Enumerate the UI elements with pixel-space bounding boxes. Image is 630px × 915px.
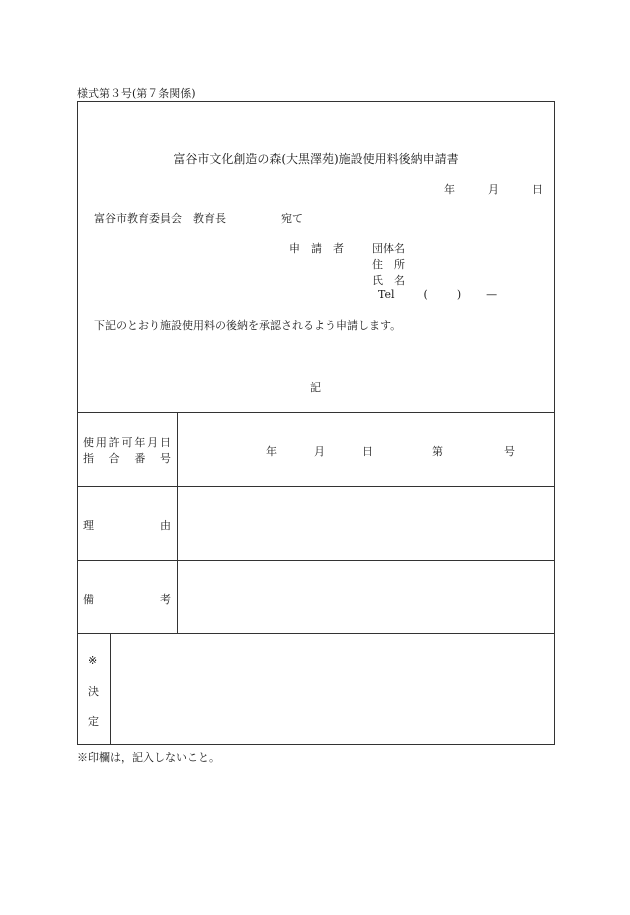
applicant-name: 氏 名 [372, 274, 405, 287]
decision-field [111, 634, 554, 744]
decision-label-b: 定 [88, 715, 99, 728]
addressee-org: 富谷市教育委員会 教育長 [94, 212, 226, 225]
tel-label: Tel [378, 288, 395, 301]
addressee-suffix: 宛て [281, 212, 303, 225]
date-day: 日 [532, 183, 543, 196]
permit-label-line2: 指 合 番 号 [83, 452, 171, 465]
reason-label: 理 由 [83, 519, 171, 532]
table-top-line [77, 412, 555, 413]
date-year: 年 [444, 183, 455, 196]
applicant-heading: 申 請 者 [289, 242, 344, 255]
ki-label: 記 [310, 381, 321, 394]
date-month: 月 [488, 183, 499, 196]
decision-mark: ※ [88, 654, 98, 667]
decision-label-a: 決 [88, 685, 99, 698]
permit-month: 月 [314, 445, 325, 458]
permit-day: 日 [362, 445, 373, 458]
permit-year: 年 [266, 445, 277, 458]
form-title: 富谷市文化創造の森(大黒澤苑)施設使用料後納申請書 [173, 152, 459, 166]
tel-paren-close: ) [456, 288, 462, 301]
body-text: 下記のとおり施設使用料の後納を承認されるよう申請します。 [94, 319, 402, 332]
permit-label-line1: 使 用 許 可 年 月 日 [83, 436, 171, 449]
applicant-address: 住 所 [372, 258, 405, 271]
permit-dai: 第 [432, 445, 443, 458]
footnote: ※印欄は，記入しないこと。 [77, 751, 220, 764]
tel-paren-open: ( [423, 288, 428, 301]
permit-gou: 号 [504, 445, 515, 458]
date-line [444, 181, 543, 197]
form-number: 様式第３号(第７条関係) [77, 87, 196, 100]
remarks-field[interactable] [178, 561, 554, 632]
tel-dash: — [486, 288, 498, 301]
remarks-label: 備 考 [83, 593, 171, 606]
applicant-group-name: 団体名 [372, 242, 405, 255]
reason-field[interactable] [178, 487, 554, 559]
applicant-tel [378, 288, 497, 301]
